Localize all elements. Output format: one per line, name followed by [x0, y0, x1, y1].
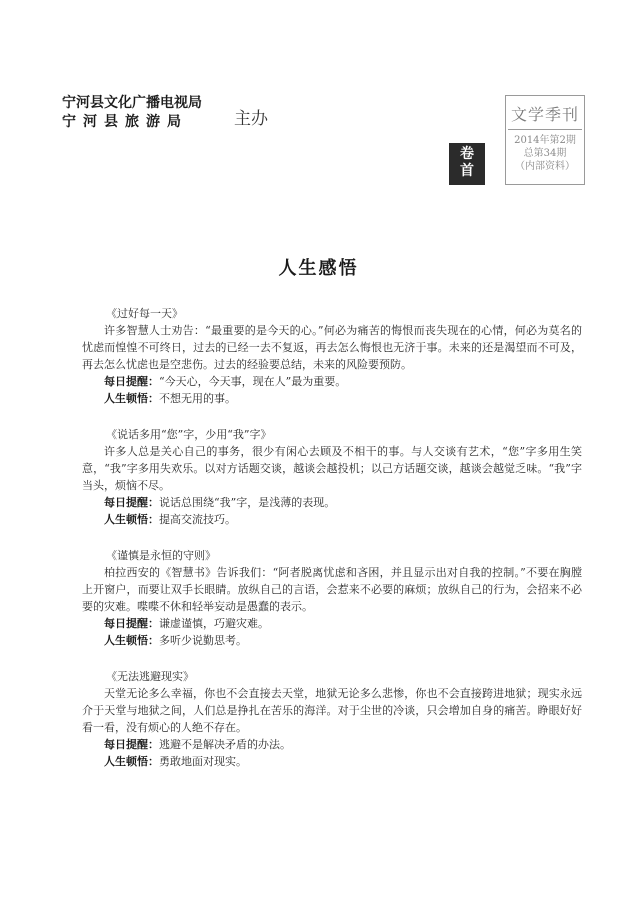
life-insight [82, 511, 582, 528]
column-label [449, 143, 485, 185]
life-insight-label: 人生顿悟： [104, 634, 159, 647]
daily-reminder [82, 615, 582, 632]
life-insight-text: 勇敢地面对现实。 [159, 755, 247, 768]
life-insight-text: 多听少说勤思考。 [159, 634, 247, 647]
life-insight-text: 提高交流技巧。 [159, 513, 236, 526]
life-insight-text: 不想无用的事。 [159, 392, 236, 405]
article-content [82, 305, 582, 789]
sponsor-culture-bureau: 宁河县文化广播电视局 [62, 95, 202, 111]
life-insight-label: 人生顿悟： [104, 513, 159, 526]
article-title: 人生感悟 [278, 258, 359, 279]
daily-reminder-label: 每日提醒： [104, 617, 159, 630]
section-title: 《谨慎是永恒的守则》 [106, 549, 216, 562]
sponsor-tourism-bureau: 宁河县旅游局 [62, 114, 188, 130]
daily-reminder-label: 每日提醒： [104, 375, 159, 388]
daily-reminder-text: 谦虚谨慎，巧避灾难。 [159, 617, 269, 630]
sponsor-role: 主办 [234, 109, 268, 129]
section-face-reality [82, 668, 582, 770]
section-body: 天堂无论多么幸福，你也不会直接去天堂，地狱无论多么悲惨，你也不会直接跨进地狱；现实永远介于天堂与地狱之间，人们总是挣扎在苦乐的海洋。对于尘世的冷谈，只会增加自身的痛苦。睁眼好好看一看，没有烦心的人绝不存在。 [82, 687, 582, 734]
life-insight [82, 632, 582, 649]
daily-reminder [82, 736, 582, 753]
issue-total: 总第34期 [523, 148, 567, 159]
daily-reminder-text: “今天心，今天事，现在人”最为重要。 [159, 375, 347, 388]
section-caution [82, 547, 582, 649]
life-insight [82, 390, 582, 407]
section-live-each-day [82, 305, 582, 407]
section-title: 《说话多用“您”字，少用“我”字》 [106, 428, 272, 441]
magazine-info-box [505, 95, 585, 185]
section-title: 《过好每一天》 [106, 307, 183, 320]
column-label-text: 卷首 [460, 146, 474, 179]
section-title: 《无法逃避现实》 [106, 670, 194, 683]
section-body: 柏拉西安的《智慧书》告诉我们：“阿者脱离忧虑和吝困，并且显示出对自我的控制。”不要在胸膛上开窗户，而要让双手长眼睛。放纵自己的言语，会惹来不必要的麻烦；放纵自己的行为，会招来不必要的灾难。喋喋不休和轻举妄动是愚蠢的表示。 [82, 566, 582, 613]
magazine-title: 文学季刊 [508, 102, 582, 130]
life-insight [82, 753, 582, 770]
daily-reminder-label: 每日提醒： [104, 496, 159, 509]
section-body: 许多智慧人士劝告：“最重要的是今天的心。”何必为痛苦的悔恨而丧失现在的心情，何必为莫名的忧虑而惶惶不可终日，过去的已经一去不复返，再去怎么悔恨也无济于事。未来的还是渴望而不可及，再去怎么忧虑也是空悲伤。过去的经验要总结，未来的风险要预防。 [82, 324, 582, 371]
issue-note: （内部资料） [515, 161, 575, 172]
life-insight-label: 人生顿悟： [104, 755, 159, 768]
daily-reminder-text: 逃避不是解决矛盾的办法。 [159, 738, 291, 751]
section-use-you [82, 426, 582, 528]
sponsor-block [62, 94, 202, 132]
daily-reminder [82, 373, 582, 390]
life-insight-label: 人生顿悟： [104, 392, 159, 405]
daily-reminder-text: 说话总围绕“我”字，是浅薄的表现。 [159, 496, 336, 509]
daily-reminder-label: 每日提醒： [104, 738, 159, 751]
section-body: 许多人总是关心自己的事务，很少有闲心去顾及不相干的事。与人交谈有艺术，“您”字多用生笑意，“我”字多用失欢乐。以对方话题交谈，越谈会越投机；以己方话题交谈，越谈会越觉乏味。“我”字当头，烦恼不尽。 [82, 445, 582, 492]
issue-year: 2014年第2期 [514, 135, 576, 146]
daily-reminder [82, 494, 582, 511]
